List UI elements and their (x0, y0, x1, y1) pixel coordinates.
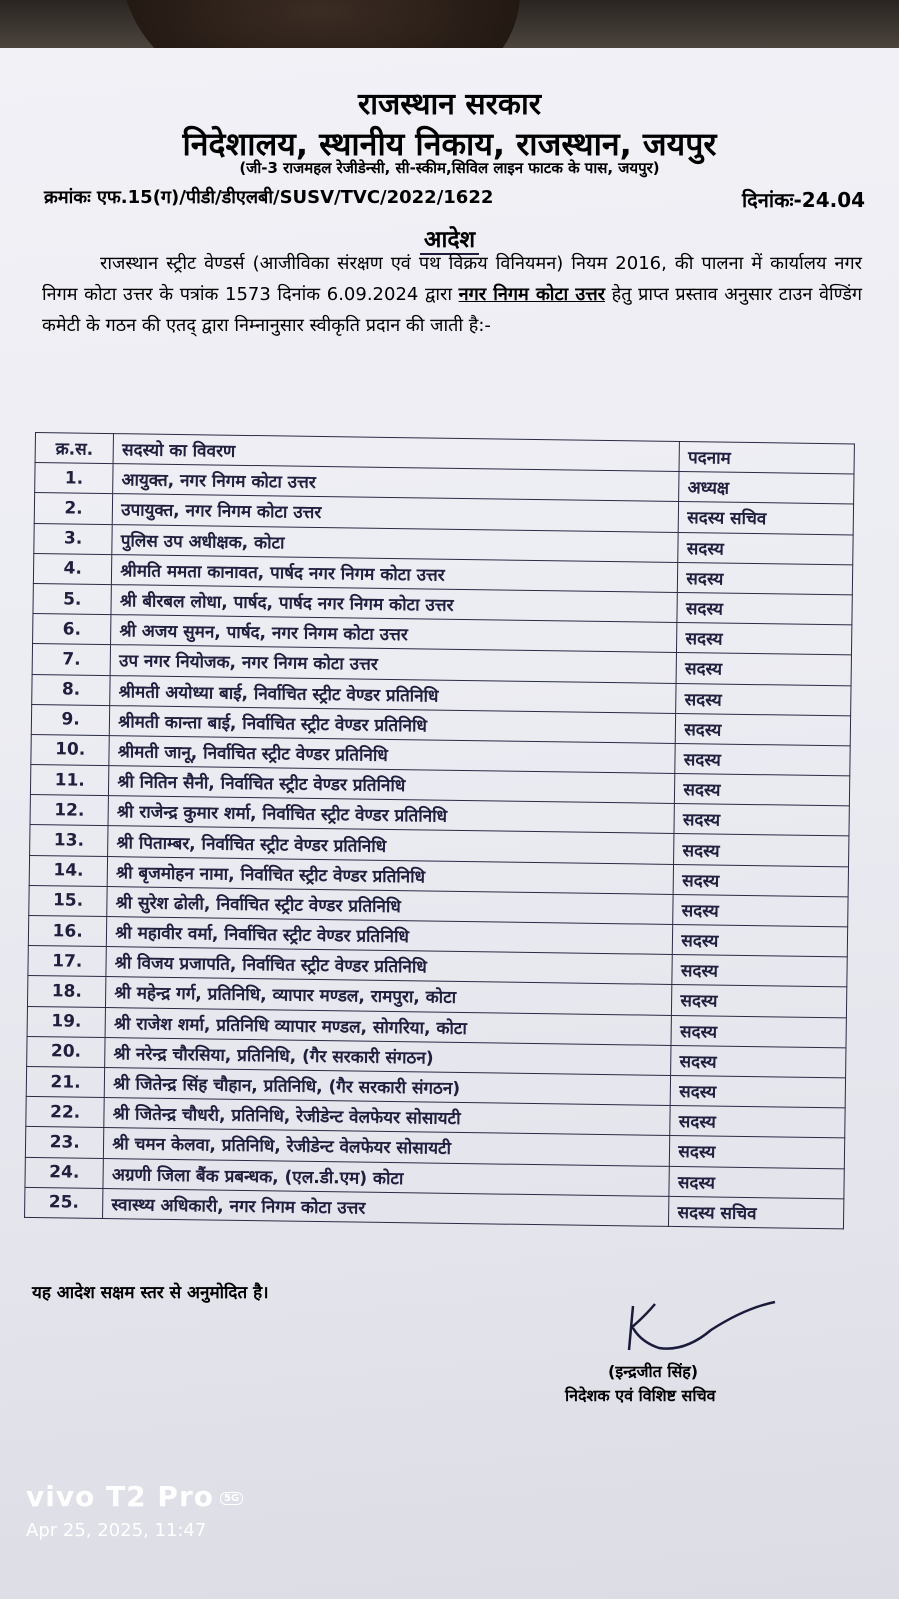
row-designation: सदस्य (671, 1045, 846, 1078)
row-designation: सदस्य (678, 562, 853, 595)
row-designation: सदस्य (674, 804, 849, 837)
row-serial: 2. (34, 493, 113, 524)
row-serial: 12. (30, 795, 109, 826)
signature (615, 1298, 785, 1358)
row-serial: 19. (27, 1006, 106, 1037)
row-designation: सदस्य (671, 1075, 846, 1108)
row-member: श्रीमति ममता कानावत, पार्षद नगर निगम कोटा उत्तर (112, 554, 678, 592)
brand-text: vivo T2 Pro (26, 1480, 214, 1513)
row-member: अग्रणी जिला बैंक प्रबन्धक, (एल.डी.एम) कोटा (103, 1158, 669, 1196)
para-start: राजस्थान स्ट्रीट वेण्डर्स (आजीविका संरक्षण एवं पथ विक्रय विनियमन) नियम 2016, की पालना में कार्यालय नगर निगम कोटा उत्तर के पत्रांक 1573 दिनांक 6.09.2024 द्वारा (42, 253, 862, 305)
row-designation: सदस्य सचिव (679, 502, 854, 535)
signatory-designation: निदेशक एवं विशिष्ट सचिव (565, 1386, 716, 1405)
row-serial: 13. (30, 825, 109, 856)
row-designation: सदस्य (670, 1106, 845, 1139)
row-designation: सदस्य (673, 894, 848, 927)
row-member: श्री राजेन्द्र कुमार शर्मा, निर्वाचित स्ट्रीट वेण्डर प्रतिनिधि (108, 796, 674, 834)
order-date: दिनांकः-24.04 (742, 188, 866, 212)
para-underlined: नगर निगम कोटा उत्तर (458, 284, 606, 305)
row-serial: 7. (32, 644, 111, 675)
row-serial: 18. (27, 976, 106, 1007)
row-serial: 4. (33, 553, 112, 584)
approval-note: यह आदेश सक्षम स्तर से अनुमोदित है। (32, 1283, 269, 1303)
row-serial: 21. (26, 1066, 105, 1097)
row-member: श्री जितेन्द्र चौधरी, प्रतिनिधि, रेजीडेन्ट वेलफेयर सोसायटी (104, 1098, 670, 1136)
row-member: उपायुक्त, नगर निगम कोटा उत्तर (113, 494, 679, 532)
row-member: श्री चमन केलवा, प्रतिनिधि, रेजीडेन्ट वेलफेयर सोसायटी (104, 1128, 670, 1166)
row-serial: 1. (35, 463, 114, 494)
row-designation: सदस्य (676, 713, 851, 746)
row-serial: 3. (34, 523, 113, 554)
row-serial: 10. (31, 734, 110, 765)
gov-heading: राजस्थान सरकार (357, 87, 542, 122)
row-serial: 5. (33, 583, 112, 614)
camera-watermark-timestamp: Apr 25, 2025, 11:47 (26, 1520, 207, 1541)
row-member: श्री विजय प्रजापति, निर्वाचित स्ट्रीट वेण्डर प्रतिनिधि (106, 947, 672, 985)
row-serial: 14. (29, 855, 108, 886)
header-designation: पदनाम (679, 442, 854, 475)
header-serial: क्र.स. (35, 433, 114, 464)
address-line: (जी-3 राजमहल रेजीडेन्सी, सी-स्कीम,सिविल लाइन फाटक के पास, जयपुर) (239, 159, 660, 177)
row-member: श्री पिताम्बर, निर्वाचित स्ट्रीट वेण्डर प्रतिनिधि (108, 826, 674, 864)
row-member: श्री राजेश शर्मा, प्रतिनिधि व्यापार मण्डल, सोगरिया, कोटा (105, 1007, 671, 1045)
signature-stroke (629, 1302, 775, 1350)
row-serial: 22. (26, 1097, 105, 1128)
reference-number: क्रमांकः एफ.15(ग)/पीडी/डीएलबी/SUSV/TVC/2022/1622 (44, 187, 494, 208)
row-member: श्री महेन्द्र गर्ग, प्रतिनिधि, व्यापार मण्डल, रामपुरा, कोटा (106, 977, 672, 1015)
row-designation: सदस्य (676, 683, 851, 716)
row-designation: सदस्य (672, 955, 847, 988)
row-designation: सदस्य सचिव (669, 1196, 844, 1229)
row-member: आयुक्त, नगर निगम कोटा उत्तर (113, 464, 679, 502)
row-member: श्री महावीर वर्मा, निर्वाचित स्ट्रीट वेण्डर प्रतिनिधि (107, 917, 673, 955)
row-serial: 15. (29, 885, 108, 916)
row-designation: सदस्य (672, 985, 847, 1018)
row-designation: सदस्य (675, 774, 850, 807)
row-serial: 9. (31, 704, 110, 735)
order-paragraph (42, 248, 862, 341)
row-designation: सदस्य (676, 653, 851, 686)
row-serial: 8. (32, 674, 111, 705)
row-designation: सदस्य (674, 834, 849, 867)
row-serial: 23. (25, 1127, 104, 1158)
row-member: श्री अजय सुमन, पार्षद, नगर निगम कोटा उत्तर (111, 615, 677, 653)
row-member: श्री नितिन सैनी, निर्वाचित स्ट्रीट वेण्डर प्रतिनिधि (109, 766, 675, 804)
order-title-text: आदेश (420, 227, 479, 255)
row-serial: 25. (25, 1187, 104, 1218)
table-body (25, 463, 854, 1229)
row-serial: 16. (28, 915, 107, 946)
row-designation: सदस्य (678, 532, 853, 565)
para-end: हेतु प्राप्त प्रस्ताव अनुसार टाउन वेण्डिंग कमेटी के गठन की एतद् द्वारा निम्नानुसार स्वीकृति प्रदान की जाती है:- (42, 284, 862, 336)
committee-table (24, 432, 855, 1229)
row-designation: सदस्य (671, 1015, 846, 1048)
row-serial: 20. (27, 1036, 106, 1067)
row-designation: सदस्य (677, 592, 852, 625)
row-designation: सदस्य (675, 743, 850, 776)
row-designation: सदस्य (669, 1166, 844, 1199)
row-designation: सदस्य (677, 623, 852, 656)
row-member: श्रीमती कान्ता बाई, निर्वाचित स्ट्रीट वेण्डर प्रतिनिधि (110, 705, 676, 743)
row-designation: अध्यक्ष (679, 472, 854, 505)
row-member: श्री नरेन्द्र चौरसिया, प्रतिनिधि, (गैर सरकारी संगठन) (105, 1037, 671, 1075)
row-member: स्वास्थ्य अधिकारी, नगर निगम कोटा उत्तर (103, 1188, 669, 1226)
network-badge: 5G (220, 1492, 243, 1505)
row-designation: सदस्य (670, 1136, 845, 1169)
camera-watermark-brand (26, 1480, 243, 1513)
header-details: सदस्यो का विवरण (113, 434, 679, 472)
signatory-name: (इन्द्रजीत सिंह) (608, 1362, 699, 1381)
row-member: श्री सुरेश ढोली, निर्वाचित स्ट्रीट वेण्डर प्रतिनिधि (107, 886, 673, 924)
row-serial: 6. (33, 614, 112, 645)
row-member: पुलिस उप अधीक्षक, कोटा (112, 524, 678, 562)
row-designation: सदस्य (673, 864, 848, 897)
row-member: श्री जितेन्द्र सिंह चौहान, प्रतिनिधि, (गैर सरकारी संगठन) (104, 1067, 670, 1105)
row-serial: 11. (30, 765, 109, 796)
directorate-heading: निदेशालय, स्थानीय निकाय, राजस्थान, जयपुर (182, 125, 717, 163)
row-designation: सदस्य (673, 924, 848, 957)
row-member: उप नगर नियोजक, नगर निगम कोटा उत्तर (110, 645, 676, 683)
row-member: श्रीमती अयोध्या बाई, निर्वाचित स्ट्रीट वेण्डर प्रतिनिधि (110, 675, 676, 713)
row-member: श्रीमती जानू, निर्वाचित स्ट्रीट वेण्डर प्रतिनिधि (109, 735, 675, 773)
row-serial: 24. (25, 1157, 104, 1188)
row-member: श्री बृजमोहन नामा, निर्वाचित स्ट्रीट वेण्डर प्रतिनिधि (107, 856, 673, 894)
row-member: श्री बीरबल लोधा, पार्षद, पार्षद नगर निगम कोटा उत्तर (111, 585, 677, 623)
row-serial: 17. (28, 946, 107, 977)
